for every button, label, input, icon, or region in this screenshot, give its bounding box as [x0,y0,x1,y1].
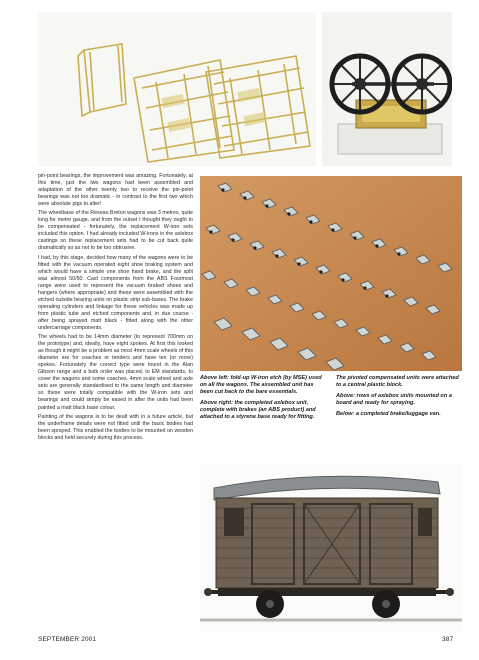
caption-above-right: Above right: the completed axlebox unit, complete with brakes (an ABS product) and attached to a styrene base ready for fitting. [200,399,316,420]
caption-below: Below: a completed brake/luggage van. [336,410,441,417]
article-paragraph: Painting of the wagons is to be dealt with in a future article, but the underframe details were not fitted until the basic bodies had been sprayed. This enabled the bodies to be mounted on wooden blocks and held securely during this process. [38,413,193,441]
photo-brake-van [200,464,462,632]
article-paragraph: pin-point bearings, the improvement was amazing. Fortunately, at this time, just the two wagons had been assembled and adaptation of the other twenty two to receive the pin-point bearings was not too dramatic - in contrast to the first two which were absolute pigs to alter! [38,173,193,208]
brake-van-illustration [200,464,462,632]
axlebox-illustration [322,12,452,166]
footer-date: SEPTEMBER 2001 [38,636,97,643]
caption-pivoted-units: The pivoted compensated units were attached to a central plastic block. [336,375,459,388]
article-body [38,173,193,444]
photo-axlebox-unit [322,12,452,166]
caption-right [336,375,462,422]
caption-left [200,375,328,424]
w-iron-etch-illustration [38,12,316,166]
axlebox-rows-illustration [200,176,462,371]
page-number: 387 [442,636,454,643]
photo-axlebox-rows [200,176,462,371]
caption-above: Above: rows of axlebox units mounted on a board and ready for spraying. [336,392,452,406]
photo-w-iron-etch [38,12,316,166]
caption-above-left: Above left: fold-up W-iron etch (by MSE) used on all the wagons. The assembled unit has been cut back to the bare essentials. [200,375,322,395]
article-paragraph: I had, by this stage, decided how many of the wagons were to be fitted with the vacuum operated eight shoe braking system and which would have a simple one shoe hand brake, and the split was almost 50/50. Cast components from the ABS Fourmost range were used to represent the vacuum braked shoes and hangers (where appropriate) and these were assembled with the etched outside bearing units on plastic strip sub-bases. The brake operating cylinders and linkage for these vehicles was made up from plastic tube and etched components and, in due course - after being sprayed matt black - fitted along with the other undercarriage components. [38,254,193,331]
article-paragraph: The wheelbase of the Réseau Breton wagons was 3 metres, quite long for metre gauge, and from the outset I thought they ought to be compensated - fortunately, the replacement W-iron sets included this option. I had already included W-irons in the axlebox castings so these replacement sets had to be cut back quite dramatically so as not to be too obtrusive. [38,210,193,252]
article-paragraph: The wheels had to be 14mm diameter (to represent 700mm on the prototype) and, ideally, have eight spokes. At first this looked as though it might be a problem as most 4mm scale wheels of this diameter are for coaches or tenders and have ten (or more) spokes. Fortunately the correct type were found in the Alan Gibson range and a bulk order was placed, to EM standards, to cover the wagons and some coaches. 4mm scale wheel and axle sets are generally standardised to the same length and diameter so these were totally compatible with the W-iron sets and bearings and could simply be eased in after the units had been painted a matt black base colour. [38,334,193,411]
